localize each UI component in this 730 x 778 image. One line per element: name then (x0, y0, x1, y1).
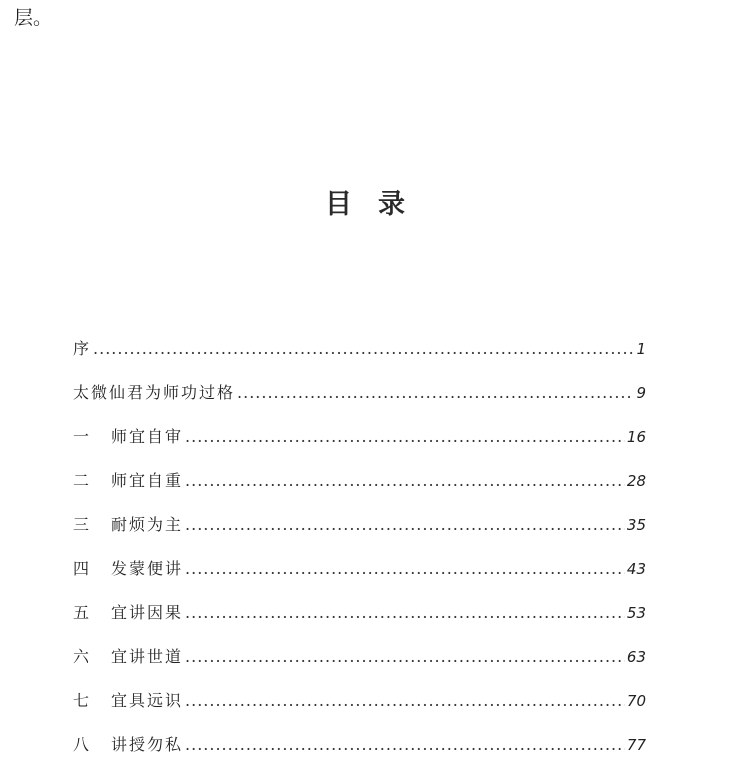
toc-entry-number: 一 (73, 427, 90, 446)
toc-entry-page: 1 (636, 340, 646, 358)
toc-leader-dots (185, 427, 625, 446)
toc-leader-dots (185, 603, 625, 622)
toc-entry-number: 七 (73, 691, 90, 710)
toc-entry-label: 太微仙君为师功过格 (73, 383, 236, 402)
toc-entry-2[interactable] (73, 468, 646, 512)
toc-entry-page: 53 (626, 604, 646, 622)
toc-entry-label: 宜讲世道 (111, 647, 184, 666)
toc-entry-3[interactable] (73, 512, 646, 556)
toc-entry-page: 9 (636, 384, 646, 402)
toc-entry-number: 四 (73, 559, 90, 578)
toc-entry-label: 师宜自审 (111, 427, 184, 446)
toc-entry-partial (73, 770, 646, 778)
toc-leader-dots (185, 471, 625, 490)
toc-entry-page: 35 (626, 516, 646, 534)
toc-leader-dots (237, 383, 634, 402)
toc-entry-page: 63 (626, 648, 646, 666)
toc-entry-number: 八 (73, 735, 90, 754)
toc-entry-label: 耐烦为主 (111, 515, 184, 534)
toc-entry-merit-ledger[interactable] (73, 380, 646, 424)
toc-leader-dots (185, 647, 625, 666)
toc-entry-label: 师宜自重 (111, 471, 184, 490)
toc-entry-6[interactable] (73, 644, 646, 688)
toc-entry-number: 二 (73, 471, 90, 490)
toc-title: 目录 (325, 189, 431, 220)
toc-leader-dots (93, 339, 634, 358)
previous-page-fragment: 层。 (14, 7, 53, 29)
toc-entry-1[interactable] (73, 424, 646, 468)
toc-entry-label: 宜具远识 (111, 691, 184, 710)
toc-entry-page: 28 (626, 472, 646, 490)
toc-leader-dots (185, 691, 625, 710)
toc-entry-label: 发蒙便讲 (111, 559, 184, 578)
toc-entry-5[interactable] (73, 600, 646, 644)
toc-entry-page: 77 (626, 736, 646, 754)
toc-entry-cutoff (73, 770, 646, 778)
toc-entry-page: 43 (626, 560, 646, 578)
toc-entry-page: 70 (626, 692, 646, 710)
toc-entry-7[interactable] (73, 688, 646, 732)
toc-leader-dots (75, 770, 644, 778)
toc-entry-label: 序 (73, 339, 92, 358)
toc-entry-label: 讲授勿私 (111, 735, 184, 754)
toc-entry-4[interactable] (73, 556, 646, 600)
toc-leader-dots (185, 735, 625, 754)
toc-list (73, 336, 646, 776)
toc-leader-dots (185, 515, 625, 534)
toc-entry-page: 16 (626, 428, 646, 446)
toc-entry-label: 宜讲因果 (111, 603, 184, 622)
toc-entry-preface[interactable] (73, 336, 646, 380)
toc-entry-number: 三 (73, 515, 90, 534)
toc-leader-dots (185, 559, 625, 578)
toc-entry-number: 五 (73, 603, 90, 622)
toc-entry-number: 六 (73, 647, 90, 666)
